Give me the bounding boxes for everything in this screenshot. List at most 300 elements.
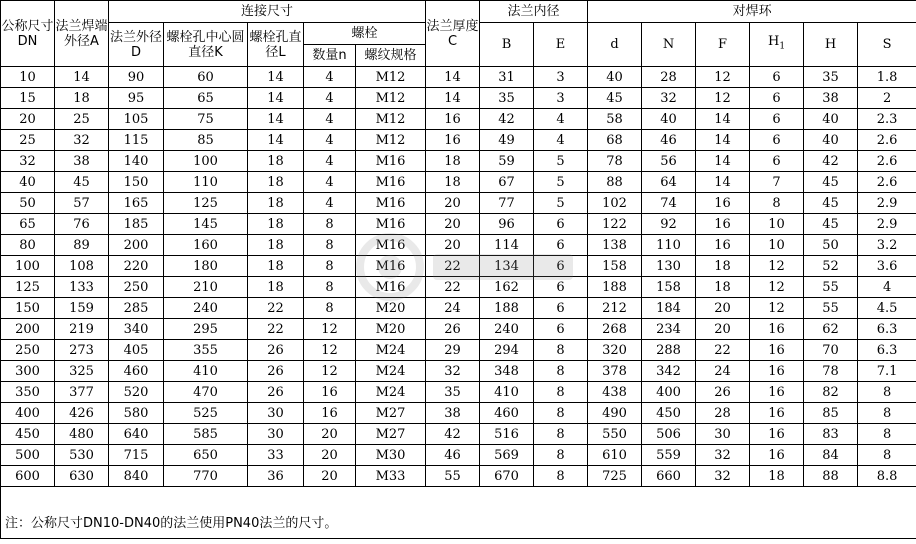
cell-k: 355 (164, 340, 248, 361)
cell-d-small: 138 (588, 235, 642, 256)
cell-f: 14 (696, 130, 750, 151)
cell-k: 125 (164, 193, 248, 214)
header-f: F (696, 23, 750, 67)
cell-l: 14 (248, 130, 304, 151)
cell-h: 85 (804, 403, 858, 424)
cell-n-ring: 110 (642, 235, 696, 256)
cell-a: 38 (55, 151, 109, 172)
cell-d-small: 158 (588, 256, 642, 277)
cell-f: 16 (696, 214, 750, 235)
cell-a: 76 (55, 214, 109, 235)
table-row (1, 298, 916, 319)
cell-h: 84 (804, 445, 858, 466)
cell-h: 40 (804, 130, 858, 151)
cell-n-ring: 46 (642, 130, 696, 151)
cell-l: 18 (248, 151, 304, 172)
cell-a: 426 (55, 403, 109, 424)
cell-thread: M16 (356, 172, 426, 193)
cell-d-small: 550 (588, 424, 642, 445)
cell-dn: 65 (1, 214, 55, 235)
cell-b: 59 (480, 151, 534, 172)
cell-d-small: 78 (588, 151, 642, 172)
cell-e: 3 (534, 88, 588, 109)
cell-f: 32 (696, 466, 750, 487)
cell-l: 18 (248, 172, 304, 193)
cell-k: 295 (164, 319, 248, 340)
cell-e: 6 (534, 319, 588, 340)
cell-b: 42 (480, 109, 534, 130)
cell-k: 470 (164, 382, 248, 403)
cell-thread: M30 (356, 445, 426, 466)
table-row (1, 214, 916, 235)
cell-a: 630 (55, 466, 109, 487)
cell-n: 8 (304, 277, 356, 298)
cell-dn: 600 (1, 466, 55, 487)
cell-n-ring: 130 (642, 256, 696, 277)
cell-c: 16 (426, 109, 480, 130)
table-row (1, 424, 916, 445)
cell-d-small: 68 (588, 130, 642, 151)
cell-d-outer: 220 (109, 256, 164, 277)
cell-h: 55 (804, 277, 858, 298)
table-row (1, 88, 916, 109)
cell-s: 2.9 (858, 193, 916, 214)
cell-h1: 12 (750, 256, 804, 277)
cell-e: 6 (534, 235, 588, 256)
table-row (1, 193, 916, 214)
cell-h1: 16 (750, 445, 804, 466)
cell-c: 24 (426, 298, 480, 319)
cell-e: 8 (534, 382, 588, 403)
cell-n: 4 (304, 172, 356, 193)
cell-e: 8 (534, 361, 588, 382)
cell-d-outer: 150 (109, 172, 164, 193)
table-row (1, 256, 916, 277)
header-s: S (858, 23, 916, 67)
header-d-small: d (588, 23, 642, 67)
header-k: 螺栓孔中心圆直径K (164, 23, 248, 67)
cell-e: 6 (534, 256, 588, 277)
cell-e: 8 (534, 340, 588, 361)
header-h1-base: H (768, 34, 780, 50)
table-body (1, 67, 916, 487)
cell-n: 4 (304, 130, 356, 151)
cell-n-ring: 32 (642, 88, 696, 109)
cell-h1: 8 (750, 193, 804, 214)
cell-n-ring: 234 (642, 319, 696, 340)
cell-thread: M16 (356, 214, 426, 235)
cell-thread: M24 (356, 361, 426, 382)
cell-k: 240 (164, 298, 248, 319)
cell-d-outer: 115 (109, 130, 164, 151)
cell-l: 30 (248, 403, 304, 424)
cell-h: 42 (804, 151, 858, 172)
cell-c: 20 (426, 193, 480, 214)
cell-a: 159 (55, 298, 109, 319)
cell-k: 110 (164, 172, 248, 193)
cell-h1: 18 (750, 466, 804, 487)
cell-h: 70 (804, 340, 858, 361)
header-weld-ring-group: 对焊环 (588, 1, 916, 23)
cell-n: 8 (304, 235, 356, 256)
cell-d-outer: 200 (109, 235, 164, 256)
cell-h: 78 (804, 361, 858, 382)
cell-k: 160 (164, 235, 248, 256)
table-row (1, 466, 916, 487)
cell-n-ring: 56 (642, 151, 696, 172)
cell-n-ring: 64 (642, 172, 696, 193)
cell-b: 188 (480, 298, 534, 319)
cell-dn: 100 (1, 256, 55, 277)
cell-f: 18 (696, 256, 750, 277)
cell-d-outer: 95 (109, 88, 164, 109)
table-row (1, 235, 916, 256)
cell-d-outer: 140 (109, 151, 164, 172)
header-n-ring: N (642, 23, 696, 67)
cell-n: 4 (304, 151, 356, 172)
cell-n: 16 (304, 403, 356, 424)
cell-a: 325 (55, 361, 109, 382)
cell-f: 14 (696, 109, 750, 130)
cell-h1: 16 (750, 340, 804, 361)
cell-h1: 10 (750, 235, 804, 256)
cell-e: 6 (534, 277, 588, 298)
cell-a: 32 (55, 130, 109, 151)
cell-b: 49 (480, 130, 534, 151)
cell-h: 82 (804, 382, 858, 403)
cell-dn: 450 (1, 424, 55, 445)
table-row (1, 277, 916, 298)
table-row (1, 361, 916, 382)
cell-l: 18 (248, 235, 304, 256)
cell-dn: 10 (1, 67, 55, 88)
cell-c: 18 (426, 172, 480, 193)
cell-n-ring: 74 (642, 193, 696, 214)
cell-d-small: 320 (588, 340, 642, 361)
cell-n: 8 (304, 214, 356, 235)
cell-f: 26 (696, 382, 750, 403)
cell-l: 22 (248, 298, 304, 319)
table-row (1, 67, 916, 88)
cell-k: 180 (164, 256, 248, 277)
cell-f: 12 (696, 67, 750, 88)
cell-c: 20 (426, 235, 480, 256)
cell-l: 18 (248, 277, 304, 298)
cell-s: 8 (858, 382, 916, 403)
cell-s: 8 (858, 424, 916, 445)
cell-c: 38 (426, 403, 480, 424)
cell-n-ring: 40 (642, 109, 696, 130)
cell-d-outer: 185 (109, 214, 164, 235)
cell-a: 57 (55, 193, 109, 214)
cell-d-small: 102 (588, 193, 642, 214)
cell-e: 5 (534, 172, 588, 193)
header-dn: 公称尺寸DN (1, 1, 55, 67)
table-row (1, 340, 916, 361)
cell-c: 32 (426, 361, 480, 382)
cell-d-outer: 90 (109, 67, 164, 88)
cell-c: 16 (426, 130, 480, 151)
cell-l: 18 (248, 256, 304, 277)
header-h: H (804, 23, 858, 67)
cell-a: 377 (55, 382, 109, 403)
cell-n-ring: 660 (642, 466, 696, 487)
cell-d-outer: 640 (109, 424, 164, 445)
cell-d-small: 88 (588, 172, 642, 193)
cell-f: 16 (696, 235, 750, 256)
cell-h: 55 (804, 298, 858, 319)
cell-b: 35 (480, 88, 534, 109)
cell-s: 4 (858, 277, 916, 298)
cell-a: 480 (55, 424, 109, 445)
cell-dn: 25 (1, 130, 55, 151)
cell-d-outer: 840 (109, 466, 164, 487)
cell-b: 516 (480, 424, 534, 445)
cell-thread: M12 (356, 88, 426, 109)
cell-s: 8.8 (858, 466, 916, 487)
cell-c: 42 (426, 424, 480, 445)
cell-h1: 16 (750, 361, 804, 382)
cell-a: 133 (55, 277, 109, 298)
cell-d-small: 268 (588, 319, 642, 340)
cell-d-small: 378 (588, 361, 642, 382)
cell-s: 2.3 (858, 109, 916, 130)
cell-l: 26 (248, 382, 304, 403)
cell-h: 45 (804, 193, 858, 214)
cell-d-small: 610 (588, 445, 642, 466)
cell-s: 2.6 (858, 130, 916, 151)
cell-a: 18 (55, 88, 109, 109)
cell-h: 45 (804, 172, 858, 193)
cell-n: 20 (304, 466, 356, 487)
header-l: 螺栓孔直径L (248, 23, 304, 67)
cell-h1: 6 (750, 130, 804, 151)
cell-h1: 6 (750, 151, 804, 172)
cell-h1: 7 (750, 172, 804, 193)
cell-d-outer: 165 (109, 193, 164, 214)
cell-b: 77 (480, 193, 534, 214)
cell-d-outer: 715 (109, 445, 164, 466)
cell-dn: 32 (1, 151, 55, 172)
cell-d-outer: 520 (109, 382, 164, 403)
cell-h: 83 (804, 424, 858, 445)
cell-b: 114 (480, 235, 534, 256)
cell-d-small: 725 (588, 466, 642, 487)
cell-b: 410 (480, 382, 534, 403)
header-connection-group: 连接尺寸 (109, 1, 426, 23)
cell-c: 14 (426, 67, 480, 88)
cell-dn: 15 (1, 88, 55, 109)
cell-d-outer: 285 (109, 298, 164, 319)
cell-d-small: 40 (588, 67, 642, 88)
cell-dn: 50 (1, 193, 55, 214)
table-note: 注：公称尺寸DN10-DN40的法兰使用PN40法兰的尺寸。 (5, 516, 338, 531)
cell-l: 18 (248, 193, 304, 214)
cell-b: 569 (480, 445, 534, 466)
cell-s: 6.3 (858, 319, 916, 340)
cell-l: 26 (248, 361, 304, 382)
cell-thread: M16 (356, 256, 426, 277)
cell-f: 12 (696, 88, 750, 109)
cell-e: 5 (534, 193, 588, 214)
cell-l: 14 (248, 67, 304, 88)
cell-d-small: 490 (588, 403, 642, 424)
cell-thread: M16 (356, 235, 426, 256)
cell-f: 20 (696, 319, 750, 340)
header-h1 (750, 23, 804, 67)
table-row (1, 319, 916, 340)
cell-h: 38 (804, 88, 858, 109)
header-bolt: 螺栓 (304, 23, 426, 45)
table-row (1, 382, 916, 403)
cell-d-outer: 580 (109, 403, 164, 424)
cell-n-ring: 288 (642, 340, 696, 361)
cell-s: 4.5 (858, 298, 916, 319)
cell-f: 30 (696, 424, 750, 445)
cell-thread: M12 (356, 130, 426, 151)
cell-dn: 80 (1, 235, 55, 256)
cell-dn: 20 (1, 109, 55, 130)
header-d-outer: 法兰外径D (109, 23, 164, 67)
cell-n: 16 (304, 382, 356, 403)
cell-l: 33 (248, 445, 304, 466)
cell-l: 36 (248, 466, 304, 487)
cell-h1: 6 (750, 88, 804, 109)
cell-n: 20 (304, 424, 356, 445)
cell-c: 22 (426, 256, 480, 277)
cell-f: 22 (696, 340, 750, 361)
cell-b: 31 (480, 67, 534, 88)
cell-e: 3 (534, 67, 588, 88)
cell-thread: M24 (356, 382, 426, 403)
cell-f: 28 (696, 403, 750, 424)
cell-k: 585 (164, 424, 248, 445)
cell-n: 4 (304, 88, 356, 109)
cell-s: 1.8 (858, 67, 916, 88)
cell-k: 60 (164, 67, 248, 88)
cell-n-ring: 92 (642, 214, 696, 235)
cell-e: 4 (534, 109, 588, 130)
header-n: 数量n (304, 45, 356, 67)
cell-dn: 250 (1, 340, 55, 361)
cell-d-outer: 405 (109, 340, 164, 361)
cell-k: 410 (164, 361, 248, 382)
cell-a: 14 (55, 67, 109, 88)
cell-c: 14 (426, 88, 480, 109)
cell-thread: M27 (356, 403, 426, 424)
cell-k: 85 (164, 130, 248, 151)
cell-c: 22 (426, 277, 480, 298)
cell-f: 32 (696, 445, 750, 466)
cell-s: 6.3 (858, 340, 916, 361)
cell-thread: M16 (356, 151, 426, 172)
cell-f: 14 (696, 172, 750, 193)
cell-d-small: 122 (588, 214, 642, 235)
cell-f: 24 (696, 361, 750, 382)
cell-h1: 16 (750, 403, 804, 424)
table-row (1, 172, 916, 193)
cell-n: 8 (304, 256, 356, 277)
cell-f: 14 (696, 151, 750, 172)
cell-d-small: 212 (588, 298, 642, 319)
cell-e: 8 (534, 424, 588, 445)
cell-d-outer: 250 (109, 277, 164, 298)
cell-n: 12 (304, 319, 356, 340)
header-c: 法兰厚度C (426, 1, 480, 67)
cell-d-outer: 460 (109, 361, 164, 382)
cell-n: 4 (304, 67, 356, 88)
cell-thread: M16 (356, 277, 426, 298)
cell-k: 75 (164, 109, 248, 130)
cell-a: 108 (55, 256, 109, 277)
cell-k: 65 (164, 88, 248, 109)
cell-h1: 16 (750, 382, 804, 403)
cell-k: 650 (164, 445, 248, 466)
header-e: E (534, 23, 588, 67)
cell-e: 4 (534, 130, 588, 151)
cell-b: 240 (480, 319, 534, 340)
cell-thread: M16 (356, 193, 426, 214)
table-row (1, 130, 916, 151)
cell-c: 35 (426, 382, 480, 403)
cell-s: 8 (858, 445, 916, 466)
cell-h1: 16 (750, 319, 804, 340)
cell-e: 8 (534, 403, 588, 424)
cell-h: 35 (804, 67, 858, 88)
cell-dn: 400 (1, 403, 55, 424)
cell-s: 2.9 (858, 214, 916, 235)
cell-b: 670 (480, 466, 534, 487)
cell-h1: 12 (750, 277, 804, 298)
header-inner-diameter-group: 法兰内径 (480, 1, 588, 23)
cell-b: 162 (480, 277, 534, 298)
table-row (1, 403, 916, 424)
cell-dn: 300 (1, 361, 55, 382)
cell-thread: M12 (356, 67, 426, 88)
cell-e: 8 (534, 466, 588, 487)
cell-s: 7.1 (858, 361, 916, 382)
cell-h1: 10 (750, 214, 804, 235)
cell-c: 46 (426, 445, 480, 466)
cell-k: 145 (164, 214, 248, 235)
header-b: B (480, 23, 534, 67)
cell-a: 89 (55, 235, 109, 256)
cell-d-small: 58 (588, 109, 642, 130)
cell-n-ring: 506 (642, 424, 696, 445)
cell-b: 460 (480, 403, 534, 424)
cell-h1: 6 (750, 67, 804, 88)
cell-n: 4 (304, 193, 356, 214)
cell-e: 5 (534, 151, 588, 172)
cell-l: 18 (248, 214, 304, 235)
table-row (1, 445, 916, 466)
cell-k: 100 (164, 151, 248, 172)
cell-h1: 12 (750, 298, 804, 319)
cell-e: 6 (534, 298, 588, 319)
cell-s: 2.6 (858, 151, 916, 172)
header-thread: 螺纹规格 (356, 45, 426, 67)
cell-f: 20 (696, 298, 750, 319)
cell-n-ring: 559 (642, 445, 696, 466)
cell-n-ring: 184 (642, 298, 696, 319)
cell-b: 348 (480, 361, 534, 382)
cell-h: 40 (804, 109, 858, 130)
cell-d-small: 188 (588, 277, 642, 298)
cell-dn: 500 (1, 445, 55, 466)
cell-dn: 350 (1, 382, 55, 403)
cell-b: 67 (480, 172, 534, 193)
cell-n: 12 (304, 340, 356, 361)
